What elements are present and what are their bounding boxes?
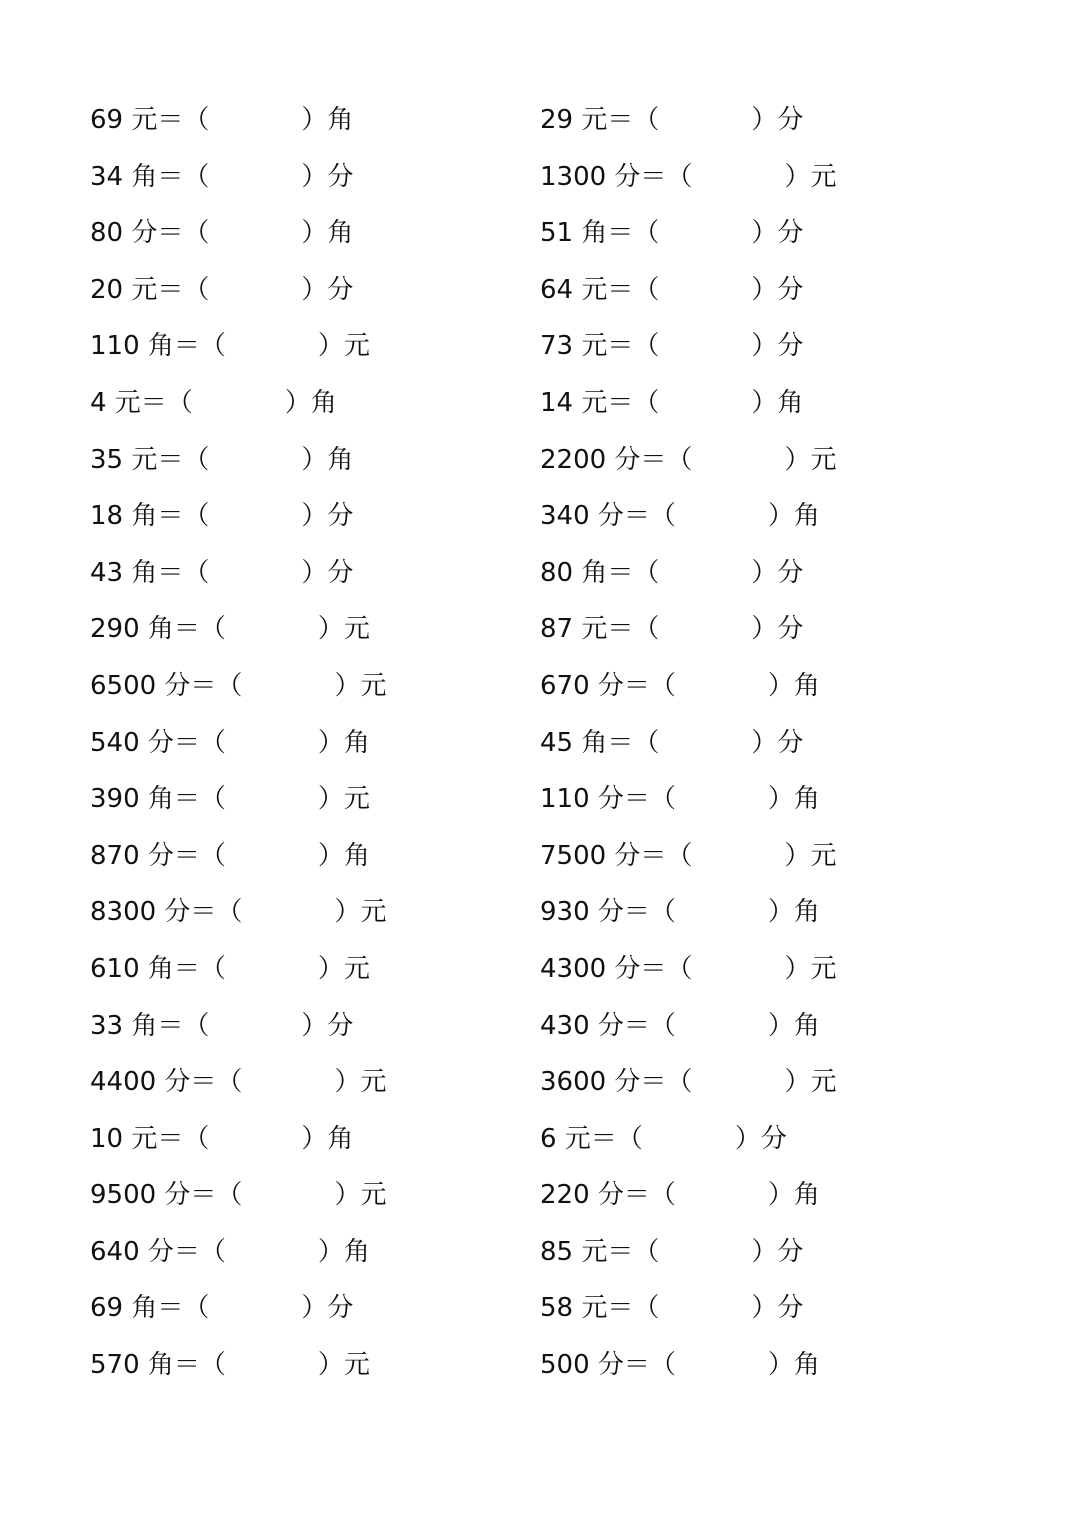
problem-question: 4400 分＝（ — [90, 1067, 243, 1098]
problem — [540, 488, 820, 545]
problem-row — [0, 601, 1080, 658]
problem-unit: ）角 — [767, 1180, 820, 1211]
problem-question: 290 角＝（ — [90, 614, 226, 645]
problem — [90, 828, 370, 885]
problem — [90, 1224, 370, 1281]
problem-question: 3600 分＝（ — [540, 1067, 693, 1098]
problem — [540, 1167, 820, 1224]
problem-unit: ）分 — [751, 1293, 804, 1324]
problem — [90, 998, 353, 1055]
problem-unit: ）分 — [301, 1293, 354, 1324]
problem-question: 80 分＝（ — [90, 218, 210, 249]
problem-question: 9500 分＝（ — [90, 1180, 243, 1211]
problem-row — [0, 658, 1080, 715]
problem-question: 110 角＝（ — [90, 331, 226, 362]
problem — [90, 318, 370, 375]
problem-question: 87 元＝（ — [540, 614, 660, 645]
problem-row — [0, 205, 1080, 262]
problem-question: 45 角＝（ — [540, 727, 660, 758]
problem-question: 64 元＝（ — [540, 274, 660, 305]
problem-question: 43 角＝（ — [90, 557, 210, 588]
problem-question: 870 分＝（ — [90, 840, 226, 871]
problem-question: 6500 分＝（ — [90, 670, 243, 701]
problem — [540, 998, 820, 1055]
problem — [540, 884, 820, 941]
problem — [90, 1111, 353, 1168]
problem-unit: ）元 — [317, 331, 370, 362]
problem-question: 69 元＝（ — [90, 105, 210, 135]
problem-unit: ）元 — [334, 1067, 387, 1098]
problem-unit: ）元 — [317, 614, 370, 645]
problem-question: 34 角＝（ — [90, 161, 210, 192]
problem-question: 58 元＝（ — [540, 1293, 660, 1324]
problem-unit: ）分 — [751, 557, 804, 588]
problem-unit: ）分 — [301, 557, 354, 588]
problem — [540, 941, 836, 998]
problem — [540, 149, 836, 206]
problem-unit: ）元 — [784, 953, 837, 984]
problem — [540, 205, 803, 262]
problem-row — [0, 545, 1080, 602]
problem-row — [0, 149, 1080, 206]
problem-unit: ）分 — [751, 727, 804, 758]
problem-unit: ）角 — [317, 840, 370, 871]
problem-row — [0, 941, 1080, 998]
problem — [540, 601, 803, 658]
problem-list — [0, 92, 1080, 1394]
problem-row — [0, 884, 1080, 941]
problem-unit: ）分 — [751, 105, 804, 135]
problem — [540, 262, 803, 319]
problem — [90, 149, 353, 206]
problem-question: 640 分＝（ — [90, 1236, 226, 1267]
problem-question: 10 元＝（ — [90, 1123, 210, 1154]
problem-question: 110 分＝（ — [540, 784, 676, 815]
problem-question: 51 角＝（ — [540, 218, 660, 249]
problem-row — [0, 998, 1080, 1055]
problem — [90, 92, 353, 149]
problem-unit: ）角 — [284, 387, 337, 418]
problem-question: 6 元＝（ — [540, 1123, 643, 1154]
problem — [540, 375, 803, 432]
problem-question: 1300 分＝（ — [540, 161, 693, 192]
problem — [90, 884, 386, 941]
problem-unit: ）分 — [751, 274, 804, 305]
problem-unit: ）角 — [301, 1123, 354, 1154]
problem — [540, 318, 803, 375]
problem-unit: ）分 — [751, 331, 804, 362]
problem-question: 8300 分＝（ — [90, 897, 243, 928]
problem-question: 7500 分＝（ — [540, 840, 693, 871]
problem — [90, 488, 353, 545]
problem-unit: ）角 — [301, 218, 354, 249]
problem — [90, 658, 386, 715]
problem-question: 20 元＝（ — [90, 274, 210, 305]
problem-question: 670 分＝（ — [540, 670, 676, 701]
problem-unit: ）元 — [334, 670, 387, 701]
problem-unit: ）元 — [317, 953, 370, 984]
problem-row — [0, 771, 1080, 828]
problem — [540, 545, 803, 602]
problem-question: 540 分＝（ — [90, 727, 226, 758]
problem — [540, 92, 803, 149]
problem-row — [0, 1224, 1080, 1281]
problem-question: 930 分＝（ — [540, 897, 676, 928]
problem-question: 69 角＝（ — [90, 1293, 210, 1324]
problem — [540, 771, 820, 828]
problem-row — [0, 828, 1080, 885]
problem — [90, 771, 370, 828]
problem-question: 390 角＝（ — [90, 784, 226, 815]
problem-row — [0, 1280, 1080, 1337]
problem — [90, 432, 353, 489]
problem-unit: ）元 — [317, 1350, 370, 1381]
problem — [90, 545, 353, 602]
problem — [90, 941, 370, 998]
problem-question: 4 元＝（ — [90, 387, 193, 418]
problem — [90, 375, 337, 432]
problem — [90, 1167, 386, 1224]
problem — [90, 601, 370, 658]
problem-row — [0, 1054, 1080, 1111]
problem — [90, 1280, 353, 1337]
problem — [540, 1224, 803, 1281]
problem-question: 73 元＝（ — [540, 331, 660, 362]
problem-unit: ）角 — [317, 727, 370, 758]
problem-unit: ）元 — [784, 161, 837, 192]
problem-row — [0, 432, 1080, 489]
problem — [540, 658, 820, 715]
problem — [90, 205, 353, 262]
problem-question: 2200 分＝（ — [540, 444, 693, 475]
problem-row — [0, 375, 1080, 432]
problem-unit: ）元 — [334, 897, 387, 928]
problem — [540, 715, 803, 772]
problem-unit: ）角 — [317, 1236, 370, 1267]
problem-unit: ）角 — [767, 670, 820, 701]
problem-unit: ）角 — [751, 387, 804, 418]
problem-unit: ）角 — [767, 1350, 820, 1381]
problem-row — [0, 318, 1080, 375]
problem — [90, 1054, 386, 1111]
problem-question: 500 分＝（ — [540, 1350, 676, 1381]
problem-row — [0, 488, 1080, 545]
problem-unit: ）角 — [767, 501, 820, 532]
problem-unit: ）分 — [751, 614, 804, 645]
problem-unit: ）元 — [784, 1067, 837, 1098]
problem-row — [0, 1167, 1080, 1224]
problem-question: 85 元＝（ — [540, 1236, 660, 1267]
problem — [90, 262, 353, 319]
problem-question: 35 元＝（ — [90, 444, 210, 475]
problem-row — [0, 1337, 1080, 1394]
problem-question: 4300 分＝（ — [540, 953, 693, 984]
problem-question: 33 角＝（ — [90, 1010, 210, 1041]
problem-question: 18 角＝（ — [90, 501, 210, 532]
problem-row — [0, 262, 1080, 319]
problem-unit: ）角 — [767, 1010, 820, 1041]
problem-unit: ）角 — [301, 444, 354, 475]
problem-unit: ）角 — [301, 105, 354, 135]
problem-question: 80 角＝（ — [540, 557, 660, 588]
problem-row — [0, 715, 1080, 772]
problem-unit: ）分 — [301, 161, 354, 192]
problem — [540, 1337, 820, 1394]
problem — [90, 715, 370, 772]
problem-unit: ）元 — [784, 444, 837, 475]
problem-unit: ）元 — [317, 784, 370, 815]
problem-row — [0, 92, 1080, 149]
problem-unit: ）角 — [767, 784, 820, 815]
problem-question: 340 分＝（ — [540, 501, 676, 532]
problem-row — [0, 1111, 1080, 1168]
problem — [540, 1280, 803, 1337]
problem — [540, 828, 836, 885]
problem — [540, 432, 836, 489]
problem-question: 430 分＝（ — [540, 1010, 676, 1041]
problem-unit: ）分 — [734, 1123, 787, 1154]
problem-question: 570 角＝（ — [90, 1350, 226, 1381]
problem-unit: ）分 — [301, 501, 354, 532]
problem — [540, 1111, 787, 1168]
problem-unit: ）元 — [784, 840, 837, 871]
problem-unit: ）分 — [301, 274, 354, 305]
problem-question: 14 元＝（ — [540, 387, 660, 418]
problem-question: 610 角＝（ — [90, 953, 226, 984]
problem-unit: ）角 — [767, 897, 820, 928]
problem — [90, 1337, 370, 1394]
problem-unit: ）分 — [751, 1236, 804, 1267]
problem-unit: ）分 — [751, 218, 804, 249]
problem-unit: ）分 — [301, 1010, 354, 1041]
problem-question: 220 分＝（ — [540, 1180, 676, 1211]
problem-question: 29 元＝（ — [540, 105, 660, 135]
problem-unit: ）元 — [334, 1180, 387, 1211]
problem — [540, 1054, 836, 1111]
